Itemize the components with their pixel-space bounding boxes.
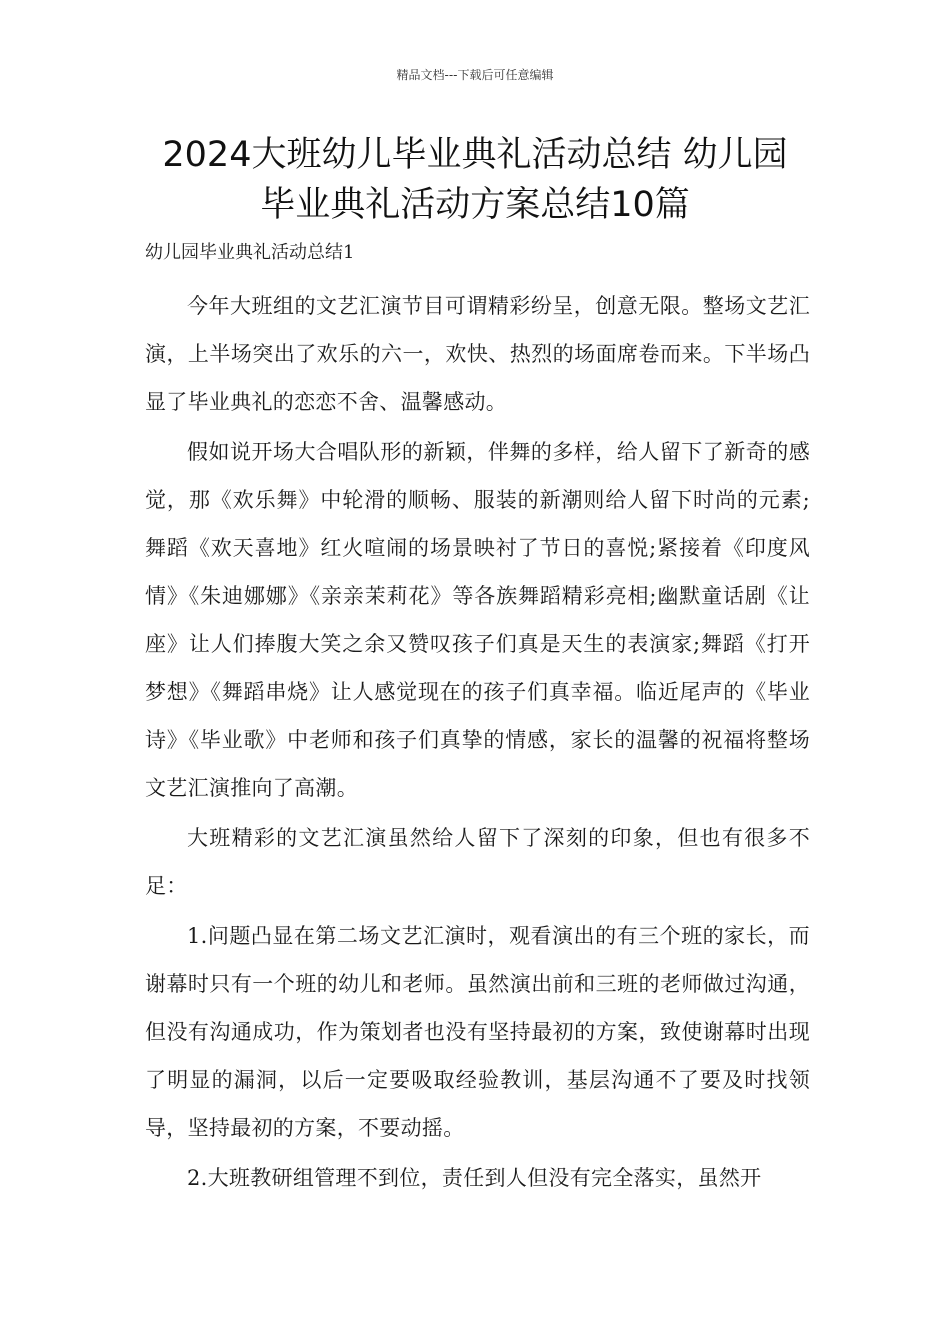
paragraph-1: 今年大班组的文艺汇演节目可谓精彩纷呈，创意无限。整场文艺汇演，上半场突出了欢乐的六一，欢快、热烈的场面席卷而来。下半场凸显了毕业典礼的恋恋不舍、温馨感动。 [145,294,810,414]
document-body [145,282,810,1202]
document-title: 2024大班幼儿毕业典礼活动总结 幼儿园毕业典礼活动方案总结10篇 [162,135,788,225]
paragraph-3: 大班精彩的文艺汇演虽然给人留下了深刻的印象，但也有很多不足： [145,826,810,898]
paragraph-4: 1.问题凸显在第二场文艺汇演时，观看演出的有三个班的家长，而谢幕时只有一个班的幼儿和老师。虽然演出前和三班的老师做过沟通，但没有沟通成功，作为策划者也没有坚持最初的方案，致使谢幕时出现了明显的漏洞，以后一定要吸取经验教训，基层沟通不了要及时找领导，坚持最初的方案，不要动摇。 [145,924,810,1140]
section-heading: 幼儿园毕业典礼活动总结1 [145,242,355,263]
paragraph-2: 假如说开场大合唱队形的新颖，伴舞的多样，给人留下了新奇的感觉，那《欢乐舞》中轮滑的顺畅、服装的新潮则给人留下时尚的元素;舞蹈《欢天喜地》红火喧闹的场景映衬了节日的喜悦;紧接着《印度风情》《朱迪娜娜》《亲亲茉莉花》等各族舞蹈精彩亮相;幽默童话剧《让座》让人们捧腹大笑之余又赞叹孩子们真是天生的表演家;舞蹈《打开梦想》《舞蹈串烧》让人感觉现在的孩子们真幸福。临近尾声的《毕业诗》《毕业歌》中老师和孩子们真挚的情感，家长的温馨的祝福将整场文艺汇演推向了高潮。 [145,440,810,800]
paragraph-5: 2.大班教研组管理不到位，责任到人但没有完全落实，虽然开 [187,1166,762,1190]
header-note: 精品文档---下载后可任意编辑 [396,68,554,82]
